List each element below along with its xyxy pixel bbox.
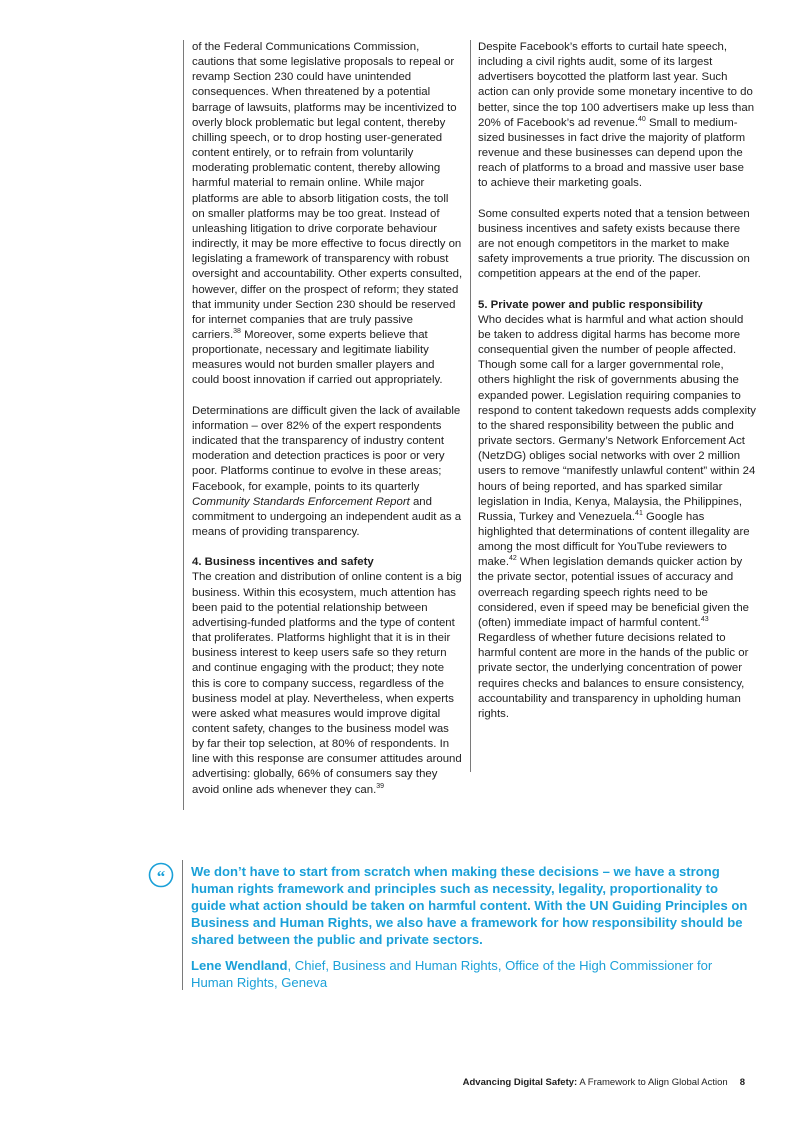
footnote-ref[interactable]: 38 xyxy=(233,327,241,335)
quote-author: Lene Wendland xyxy=(191,958,288,973)
section-heading: 5. Private power and public responsibility xyxy=(478,298,703,311)
footnote-ref[interactable]: 39 xyxy=(376,782,385,790)
page-number: 8 xyxy=(739,1077,745,1088)
paragraph: Who decides what is harmful and what action should be taken to address digital harms has become more consequential given the number of people affected. Though some call for a larger governmental role, others highlight the risk of governments abusing the expanded power. Legislation requiring companies to respond to content takedown requests adds complexity to the shared responsibility between the public and private sectors. Germany’s Network Enforcement Act (NetzDG) obliges social networks with over 2 million users to remove “manifestly unlawful content” within 24 hours of being reported, and has sparked similar legislation in India, Kenya, Malaysia, the Philippines, Russia, Turkey and Venezuela.$^{41}$ Google has highlighted that determinations of content illegality are among the most difficult for YouTube reviewers to make.$^{42}$ When legislation demands quicker action by the private sector, potential issues of accuracy and overreach regarding speech rights need to be considered, even if speed may be beneficial given the (often) immediate impact of harmful content.$^{43}$ Regardless of whether future decisions related to harmful content are more in the hands of the public or private sector, the underlying concentration of power requires checks and balances to ensure consistency, accountability and transparency in upholding human rights. xyxy=(478,313,756,720)
svg-text:“: “ xyxy=(156,867,166,886)
left-column xyxy=(183,40,464,810)
paragraph: Determinations are difficult given the lack of available information – over 82% of the expert respondents indicated that the transparency of industry content moderation and detection practices is poor or very poor. Platforms continue to evolve in these areas; Facebook, for example, points to its quarterly Community Standards Enforcement Report and commitment to undergoing an independent audit as a means of providing transparency. xyxy=(192,404,462,538)
quote-icon xyxy=(148,862,174,888)
paragraph: of the Federal Communications Commission, cautions that some legislative proposals to repeal or revamp Section 230 could have unintended consequences. When threatened by a potential barrage of lawsuits, platforms may be incentivized to overly block problematic but legal content, thereby chilling speech, or to drop hosting user-generated content entirely, or to refrain from voluntarily moderating problematic content, thereby allowing harmful material to remain online. While major platforms are able to absorb litigation costs, the toll on smaller platforms may be too great. Instead of unleashing litigation to drive corporate behaviour indirectly, it may be more effective to focus directly on legislating a framework of transparency with robust oversight and accountability. Other experts consulted, however, differ on the prospect of reform; they stated that immunity under Section 230 should be reserved for internet companies that are truly passive carriers.$^{38}$ Moreover, some experts believe that proportionate, necessary and legitimate liability measures would not burden smaller players and could boost innovation if carried out appropriately. xyxy=(192,41,463,387)
footnote-ref[interactable]: 40 xyxy=(638,115,646,123)
quote-attribution xyxy=(191,957,751,991)
paragraph: The creation and distribution of online content is a big business. Within this ecosystem, much attention has been paid to the potential relationship between advertising-funded platforms and the type of content that proliferates. Platforms highlight that it is in their business interest to keep users safe so they return and continue engaging with the product; they note this is core to company success, regardless of the business model at play. Nevertheless, when experts were asked what measures would improve digital content safety, changes to the business model was by far their top selection, at 80% of respondents. In line with this response are consumer attitudes around advertising: globally, 66% of consumers say they avoid online ads whenever they can.$^{39}$ xyxy=(192,571,462,796)
page-footer xyxy=(463,1077,745,1088)
footnote-ref[interactable]: 41 xyxy=(635,509,643,517)
paragraph: Some consulted experts noted that a tension between business incentives and safety exists because there are not enough competitors in the market to make safety improvements a true priority. The discussion on competition appears at the end of the paper. xyxy=(478,207,750,281)
quote-text: We don’t have to start from scratch when making these decisions – we have a strong human rights framework and principles such as necessity, legality, proportionality to guide what action should be taken on harmful content. With the UN Guiding Principles on Business and Human Rights, we also have a framework for how responsibility should be shared between the public and private sectors. xyxy=(191,864,748,947)
footer-title-bold: Advancing Digital Safety: xyxy=(462,1077,578,1088)
quote-divider xyxy=(182,860,183,990)
quote-role: , Chief, Business and Human Rights, Office of the High Commissioner for Human Rights, Geneva xyxy=(191,958,713,990)
right-column xyxy=(470,40,756,772)
footnote-ref[interactable]: 42 xyxy=(509,555,517,563)
paragraph: Despite Facebook’s efforts to curtail hate speech, including a civil rights audit, some of its largest advertisers boycotted the platform last year. Such action can only provide some monetary incentive to do better, since the top 100 advertisers make up less than 20% of Facebook’s ad revenue.$^{40}$ Small to medium-sized businesses in fact drive the majority of platform revenue and these businesses can depend upon the reach of platforms to a broad and massive user base to achieve their marketing goals. xyxy=(478,41,755,190)
footnote-ref[interactable]: 43 xyxy=(700,615,709,623)
section-heading: 4. Business incentives and safety xyxy=(192,556,374,569)
footer-title: A Framework to Align Global Action xyxy=(577,1077,728,1088)
